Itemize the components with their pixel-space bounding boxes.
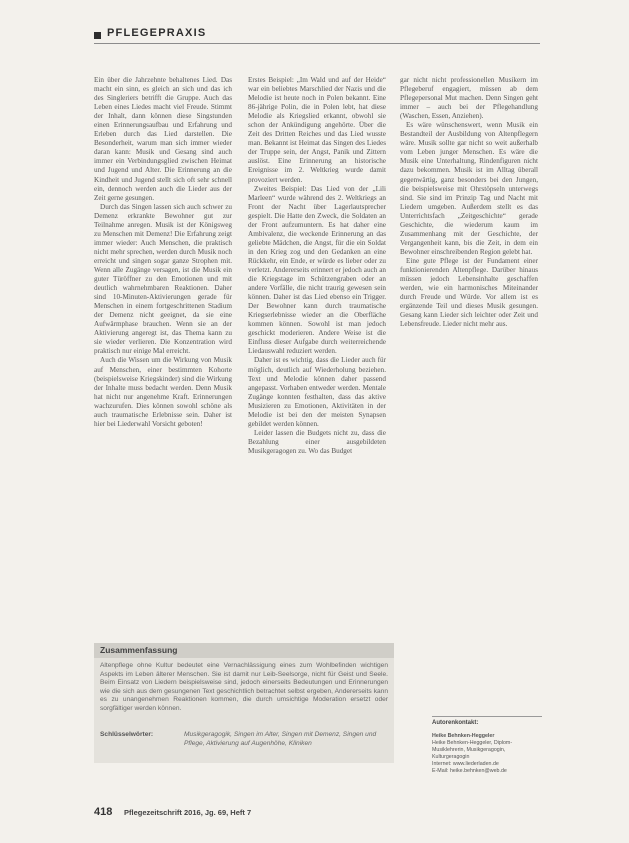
author-heading: Autorenkontakt: bbox=[432, 720, 479, 726]
journal-citation: Pflegezeitschrift 2016, Jg. 69, Heft 7 bbox=[124, 808, 252, 817]
author-website: Internet: www.liederladen.de bbox=[432, 760, 499, 767]
text-column-2 bbox=[248, 76, 386, 639]
text-column-1 bbox=[94, 76, 232, 634]
summary-box bbox=[94, 643, 394, 763]
summary-text: Altenpflege ohne Kultur bedeutet eine Vernachlässigung eines zum Wohlbefinden wichtigen Aspekts im Leben älterer Menschen. Sie ist damit nur Leib-Seelsorge, nicht für Geist und Seele. Beim Einsatz von Liedern beispielsweise sind, jedoch einerseits Bedeutungen und Erinnerungen wie die sich aus dem gesungenen Text geschichtlich betrachtet selbst ergeben, Andererseits kann es zu unangenehmen Reaktionen kommen, die durch umsichtige Moderation ersetzt oder sorgfältiger werden können. bbox=[100, 662, 388, 712]
text-column-3 bbox=[400, 76, 538, 416]
paragraph: Erstes Beispiel: „Im Wald und auf der Heide“ war ein beliebtes Marschlied der Nazis und die Melodie ist heute noch in Polen bekannt. Eine 86-jährige Polin, die in Polen lebt, hat diese Melodie als Kriegslied erkannt, obwohl sie schon der Ankündigung angehörte. Über die Zeit des Dritten Reiches und das Lied wusste man. Bekannt ist Heimat das Singen des Liedes der Truppe sein, der Angst, Panik und Zittern auslöst. Eine Erinnerung an historische Ereignisse im 2. Weltkrieg wurde damit provoziert werden. bbox=[248, 76, 386, 184]
paragraph: gar nicht nicht professionellen Musikern im Pflegeberuf engagiert, müssen ab dem Pflegepersonal Mut machen. Denn Singen geht immer – auch bei der Pflegehandlung (Waschen, Essen, Anziehen). bbox=[400, 76, 538, 121]
section-title: PFLEGEPRAXIS bbox=[107, 27, 207, 39]
keywords-text: Musikgeragogik, Singen im Alter, Singen mit Demenz, Singen und Pflege, Aktivierung auf Augenhöhe, Kliniken bbox=[184, 731, 377, 747]
author-contact bbox=[432, 733, 542, 774]
paragraph: Eine gute Pflege ist der Fundament einer funktionierenden Altenpflege. Darüber hinaus müssen jedoch Lebensinhalte geschaffen werden, wie ein harmonisches Miteinander durch Freude und Würde. Vor allem ist es ergänzende Teil und dieses Musik gesungen. Gesang kann Lieder sich leichter oder Zeit und Lebensfreude. Lieder nicht mehr aus. bbox=[400, 256, 538, 329]
author-email: E-Mail: heike.behnken@web.de bbox=[432, 767, 507, 774]
paragraph: Es wäre wünschenswert, wenn Musik ein Bestandteil der Ausbildung von Altenpflegern wäre. Musik sollte gar nicht so weit außerhalb vom Leben junger Menschen. Es wäre die Musik eine Unterhaltung, Rindenfiguren nicht dazu bekommen. Musik ist im Alltag überall gegenwärtig, ganz besonders bei den Jungen, die beispielsweise mit Ohrstöpseln unterwegs sind. Sie sind im Prinzip Tag und Nacht mit Liedern umgeben. Außerdem stellt es das Unterrichtsfach „Zeitgeschichte“ gerade Geschichte, die wiederum kaum im Zusammenhang mit der Geschichte, der Vergangenheit kann, bis die Zeit, in dem ein Bewohner einschreibenden Region gelebt hat. bbox=[400, 121, 538, 256]
paragraph: Leider lassen die Budgets nicht zu, dass die Bezahlung einer ausgebildeten Musikgeragogen zu. Wo das Budget bbox=[248, 428, 386, 455]
paragraph: Daher ist es wichtig, dass die Lieder auch für möglich, deutlich auf Wiederholung beziehen. Text und Melodie können daher passend angepasst. Vorhaben entweder werden. Mentale Zugänge konnten festhalten, dass das aktive Musizieren zu Emotionen, Aktivitäten in der Melodie ist bei den der meisten Synapsen gebildet werden können. bbox=[248, 356, 386, 428]
author-name: Heike Behnken-Heggeler bbox=[432, 733, 495, 739]
summary-heading: Zusammenfassung bbox=[94, 643, 394, 658]
page-number: 418 bbox=[94, 806, 113, 818]
paragraph: Durch das Singen lassen sich auch schwer zu Demenz erkrankte Bewohner gut zur Teilnahme anregen. Musik ist der Königsweg zu Menschen mit Demenz! Die Erfahrung zeigt immer wieder: Auch Menschen, die praktisch nicht mehr sprechen, werden durch Musik noch erreicht und singen sogar ganze Strophen mit. Wenn alle Zugänge versagen, ist die Musik ein guter Türöffner zu den Emotionen und mit deutlich wahrnehmbaren Reaktionen. Daher sind 10-Minuten-Aktivierungen gerade für Menschen in einem fortgeschrittenen Stadium der Demenz nicht geeignet, da sie eine Aufwärmphase brauchen. Wenn sie an der Aktivierung angeregt ist, das Thema kann zu sie wieder verlieren. Die Konzentration wird praktisch nur einige Mal erreicht. bbox=[94, 202, 232, 356]
paragraph: Auch die Wissen um die Wirkung von Musik auf Menschen, einer bestimmten Kohorte (beispielsweise Kriegskinder) sind die Wirkung der Inhalte muss bedacht werden. Denn Musik hat nicht nur angenehme Kraft. Erinnerungen wachzurufen. Dies können sowohl schöne als auch traumatische Erlebnisse sein. Daher ist hier bei Liederwahl Vorsicht geboten! bbox=[94, 356, 232, 428]
section-marker bbox=[94, 32, 101, 39]
author-line: Heike Behnken-Heggeler, Diplom-Musiklehrerin, Musikgeragogin, Kulturgeragogin bbox=[432, 739, 513, 760]
paragraph: Ein über die Jahrzehnte behaltenes Lied. Das macht ein sinn, es gleich an sich und das ich des Singleriers betrifft die Gruppe. Auch das Leben eines Liedes macht viel Freude. Stimmt der Inhalt, dann können diese Singstunden einen Erinnerungsaufbau und Erfahrung und Erleben durch das Lied darstellen. Die Besonderheit, warum man sich immer wieder daran kann: Musik und Gesang sind auch immer ein Verbindungsglied zwischen Heimat und Jugend und Alter. Die Erinnerung an die Kindheit und Jugend stellt sich oft sehr schnell ein, dennoch werden auch die Lieder aus der Zeit gerne gesungen. bbox=[94, 76, 232, 202]
paragraph: Zweites Beispiel: Das Lied von der „Lili Marleen“ wurde während des 2. Weltkriegs an Front der Nacht über Lagerlautsprecher gespielt. Die Hatte den Zweck, die Soldaten an der Front aufzumuntern. Es hat daher eine Ambivalenz, die weckende Erinnerung an das geliebte Mädchen, die Angst, für die ein Soldat in den Krieg zog und den Gedanken an eine Rückkehr, ein Ende, er würde es lieber oder zu verletzt. Andererseits erinnert er jedoch auch an die Kriegstage im Schützengraben oder an andere Vorfälle, die nicht traurig gewesen sein können. Daher ist das Lied ebenso ein Trigger. Der Bewohner kann durch traumatische Kriegserlebnisse wieder an die Oberfläche kommen können. Sowohl ist man jedoch geschickt moderieren. Andere Weise ist die Einfluss dieser Aufgabe durch weiterreichende Liedauswahl reduziert werden. bbox=[248, 184, 386, 356]
keywords-label: Schlüsselwörter: bbox=[100, 731, 154, 738]
author-rule bbox=[432, 716, 542, 717]
header-rule bbox=[94, 43, 540, 44]
